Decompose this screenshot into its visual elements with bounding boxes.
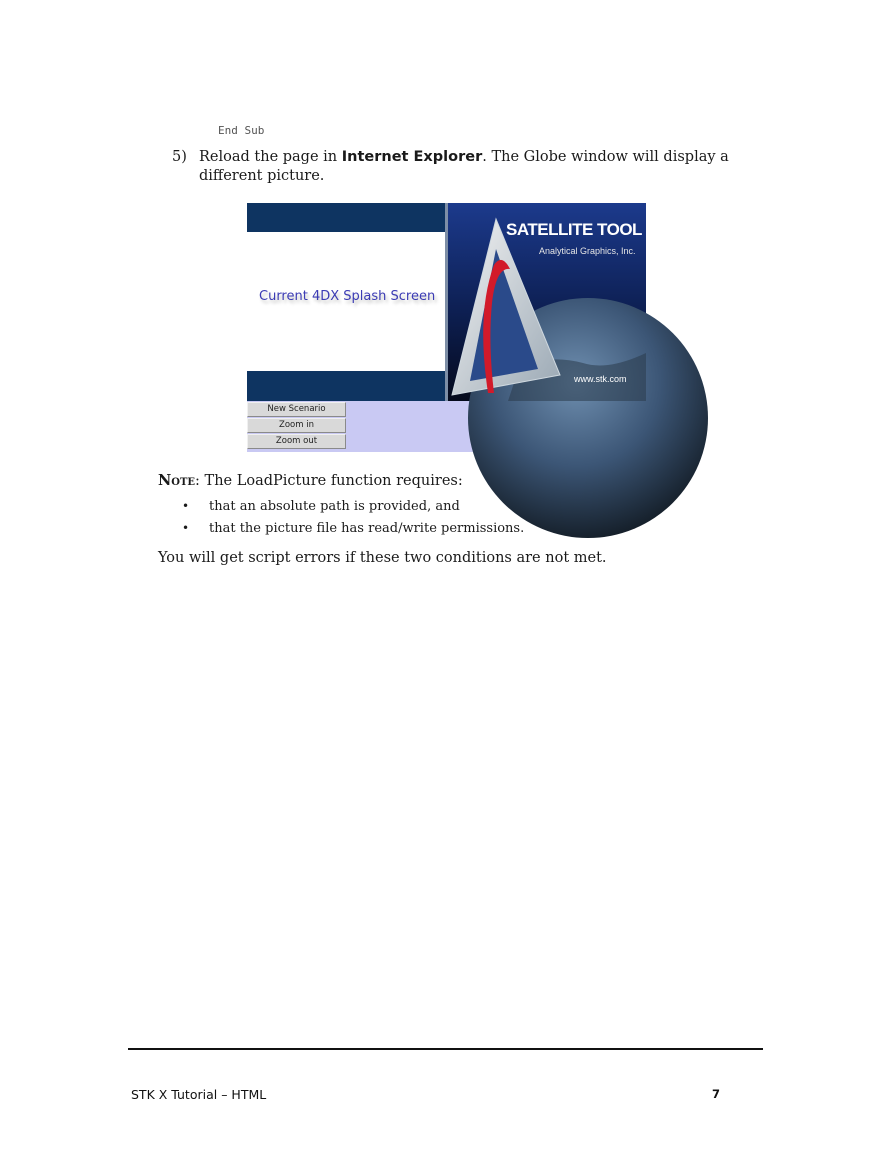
logo-title: SATELLITE TOOL KIT (506, 220, 672, 239)
footer-title: STK X Tutorial – HTML (131, 1087, 267, 1102)
step-text (199, 148, 764, 186)
splash-band-bottom (247, 371, 445, 401)
zoom-out-button[interactable]: Zoom out (247, 434, 346, 449)
stk-logo-image (448, 203, 672, 401)
list-item (182, 521, 524, 543)
splash-panel (247, 203, 445, 401)
screenshot-figure (247, 203, 672, 452)
note-label: Note (158, 472, 196, 489)
closing-paragraph: You will get script errors if these two conditions are not met. (158, 550, 607, 566)
logo-url: www.stk.com (574, 374, 627, 384)
logo-company: Analytical Graphics, Inc. (539, 246, 636, 256)
step-text-before: Reload the page in (199, 149, 342, 165)
bullet-icon: • (182, 499, 190, 513)
splash-label: Current 4DX Splash Screen (259, 289, 436, 304)
note-paragraph (158, 472, 463, 489)
note-text: : The LoadPicture function requires: (195, 473, 463, 489)
step-bold-app: Internet Explorer (341, 149, 483, 165)
bullet-icon: • (182, 521, 190, 535)
code-end-sub: End Sub (218, 124, 265, 137)
list-item (182, 499, 524, 521)
splash-band-top (247, 203, 445, 232)
step-number: 5) (172, 149, 187, 165)
new-scenario-button[interactable]: New Scenario (247, 402, 346, 417)
page-number: 7 (712, 1087, 721, 1101)
list-item-text: that an absolute path is provided, and (209, 499, 460, 514)
globe-panel (448, 203, 672, 401)
step-text-after: . The Globe window will display a different picture. (199, 149, 729, 184)
list-item-text: that the picture file has read/write permissions. (209, 521, 525, 536)
zoom-in-button[interactable]: Zoom in (247, 418, 346, 433)
requirements-list (182, 499, 524, 543)
footer-rule (128, 1048, 763, 1050)
